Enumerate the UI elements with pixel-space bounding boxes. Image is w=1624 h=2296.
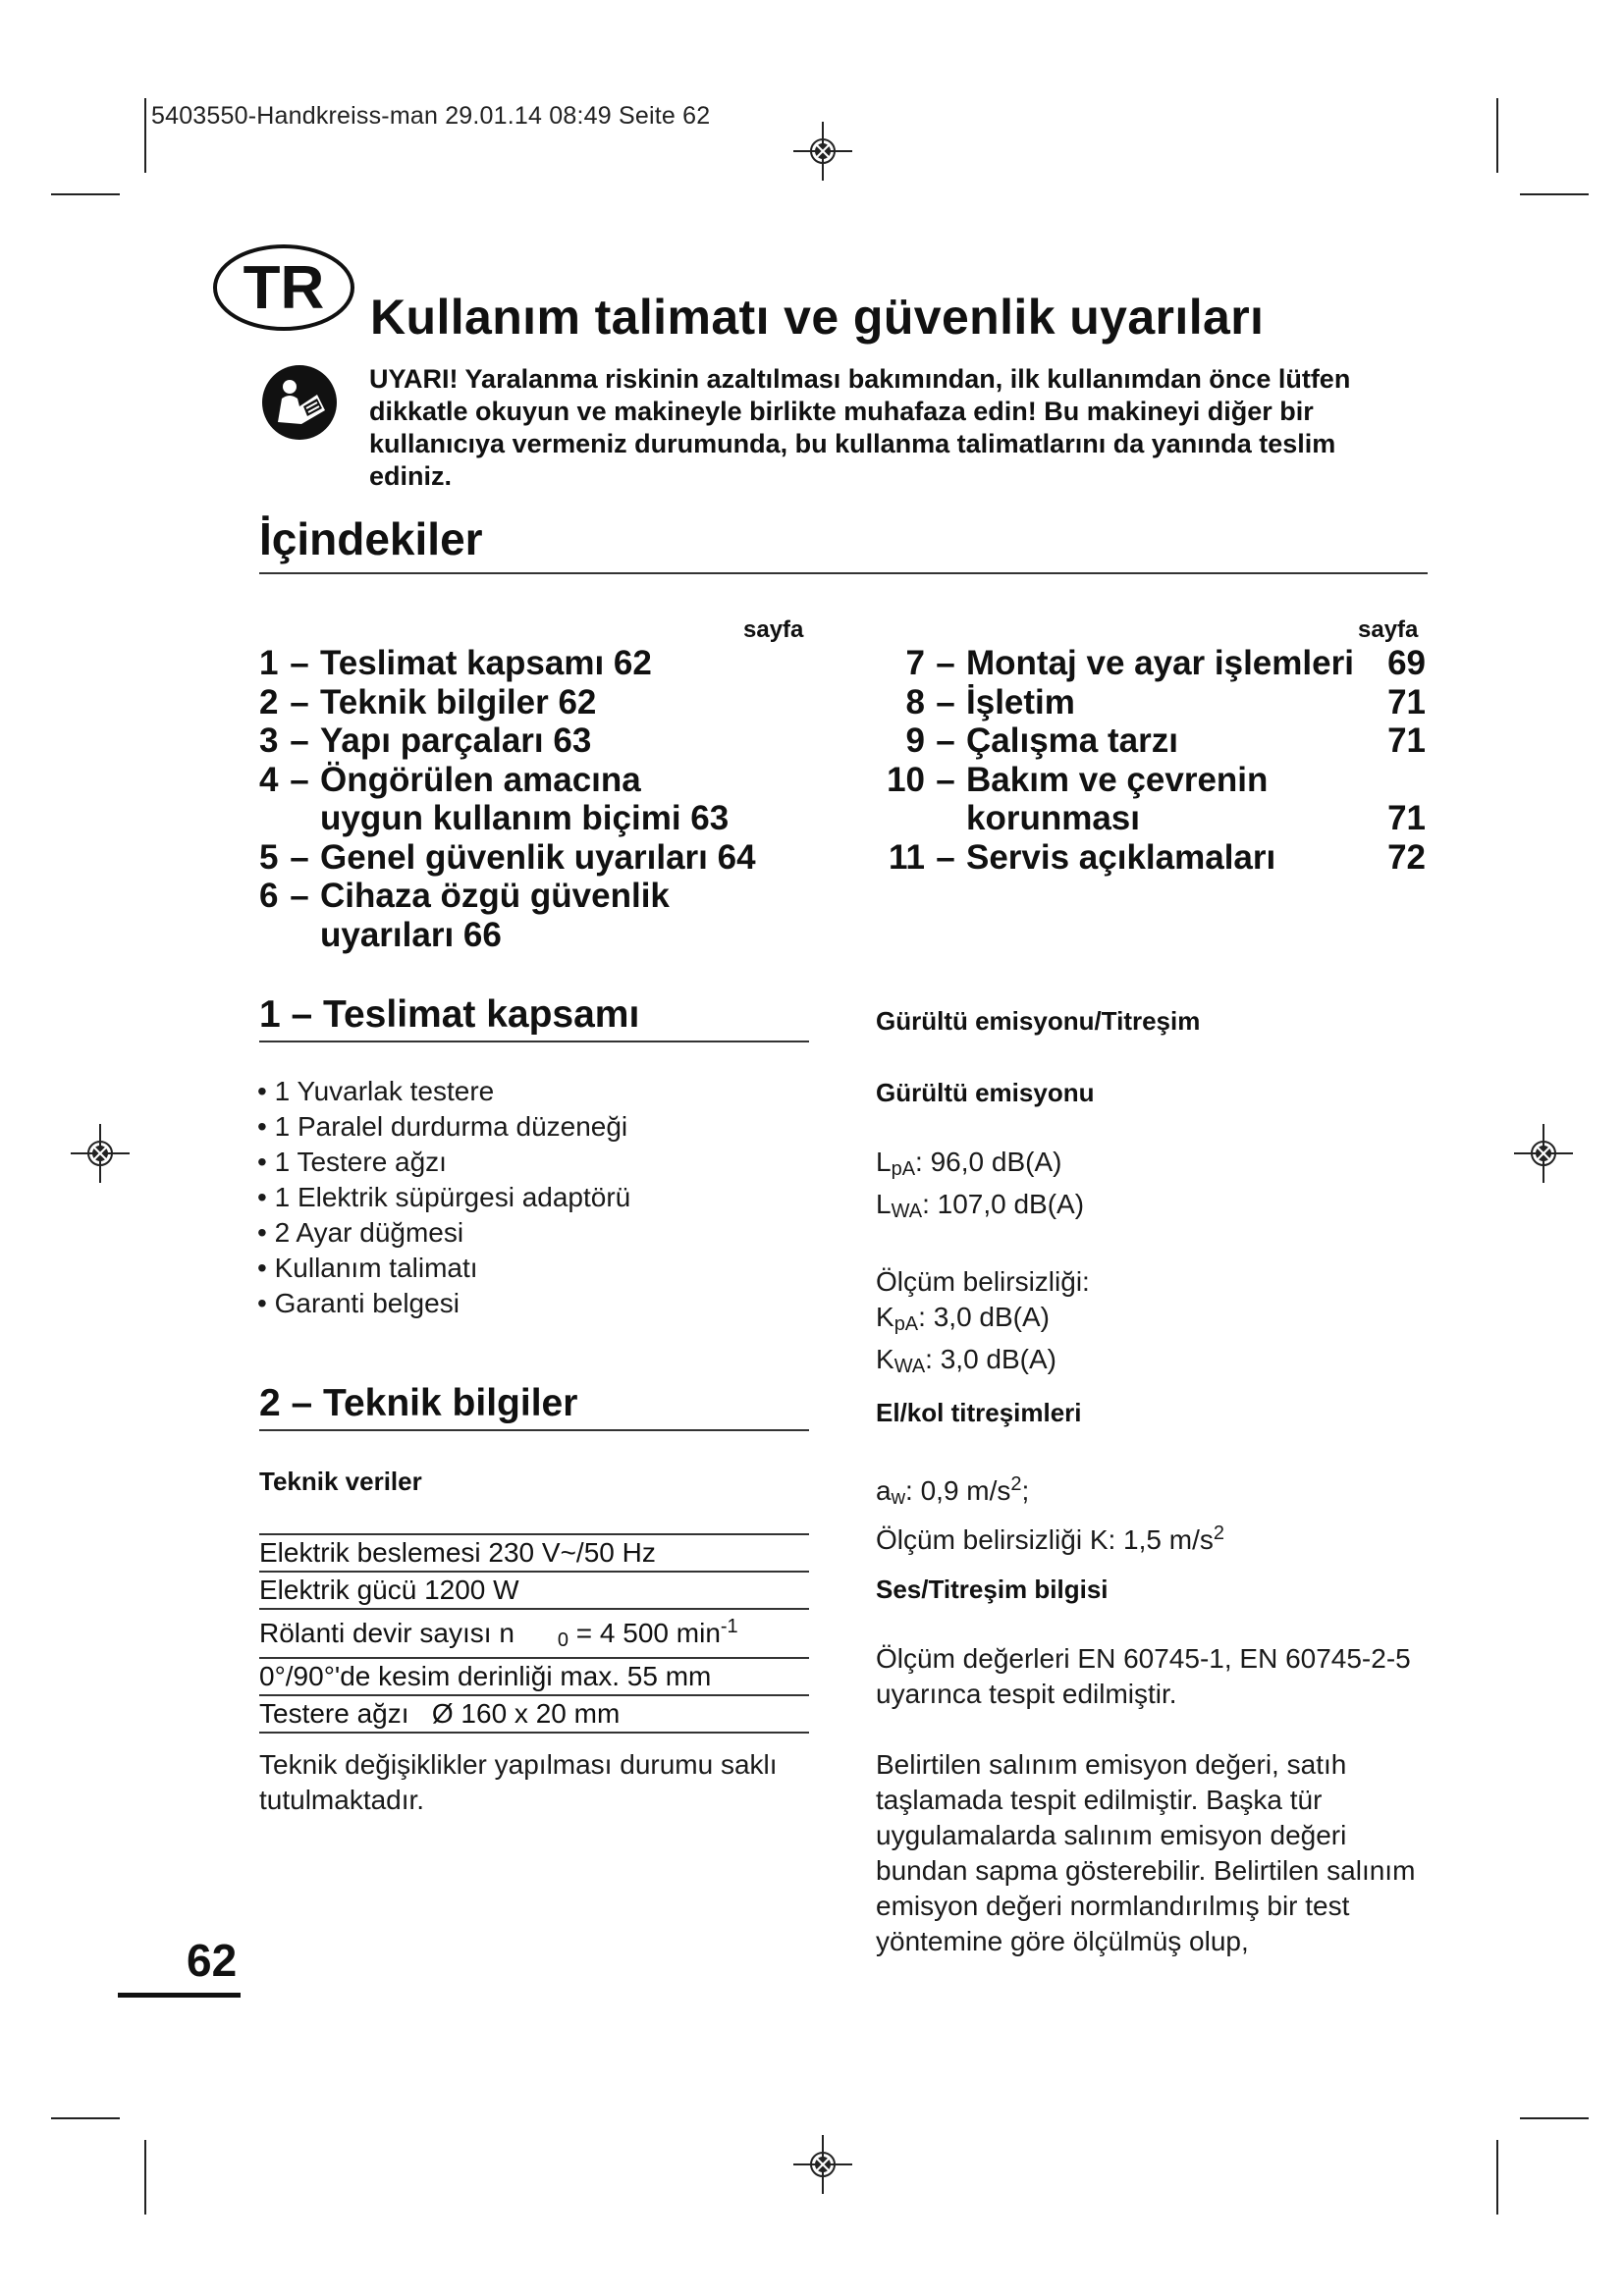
toc-entry-number: 4	[259, 760, 279, 799]
toc-entry-number: 5	[259, 837, 279, 877]
toc-entry-title: İşletim	[966, 682, 1075, 721]
toc-entry-number: 9	[905, 721, 925, 760]
crop-mark	[1496, 2140, 1498, 2215]
toc-entry-title: Montaj ve ayar işlemleri	[966, 644, 1354, 682]
toc-entry-page: 69	[1387, 644, 1426, 682]
list-item: • 1 Yuvarlak testere	[257, 1074, 807, 1109]
crop-mark	[1496, 98, 1498, 173]
kpa-value: $K_{pA}$: 3,0 dB(A)	[876, 1302, 1050, 1335]
kwa-value: $K_{WA}$: 3,0 dB(A)	[876, 1344, 1057, 1377]
divider	[259, 1429, 809, 1431]
spec-cell: 0°/90°'de kesim derinliği max. 55 mm	[259, 1658, 809, 1695]
registration-mark-icon	[793, 122, 852, 181]
vibration-heading: El/kol titreşimleri	[876, 1398, 1082, 1427]
toc-entry-continued[interactable]	[856, 799, 1426, 838]
aw-value: $a_w$: 0,9 $m/s^2$;	[876, 1473, 1030, 1509]
crop-mark	[1520, 193, 1589, 195]
toc-entry-number: 2	[259, 682, 279, 721]
language-badge	[212, 243, 355, 332]
toc-entry-number: 10	[887, 760, 925, 799]
spec-cell	[259, 1609, 809, 1658]
info-heading: Ses/Titreşim bilgisi	[876, 1575, 1109, 1604]
table-row	[259, 1572, 809, 1609]
toc-entry-number: 6	[259, 877, 279, 915]
toc-entry[interactable]: 6 – Cihaza özgü güvenlik uyarıları 66	[259, 877, 809, 954]
toc-entry[interactable]: 2 – Teknik bilgiler 62	[259, 682, 597, 721]
registration-mark-icon	[793, 2135, 852, 2194]
crop-mark	[51, 193, 120, 195]
spec-value: = 4 500 min	[568, 1618, 721, 1648]
toc-entry-page: 71	[1387, 721, 1426, 760]
lwa-value: $L_{WA}$: 107,0 dB(A)	[876, 1189, 1085, 1222]
divider	[259, 1041, 809, 1042]
list-item: • Kullanım talimatı	[257, 1251, 807, 1286]
vibration-values	[876, 1467, 1426, 1558]
spec-subscript: 0	[557, 1629, 569, 1651]
spec-table	[259, 1533, 809, 1734]
uncertainty-label: Ölçüm belirsizliği:	[876, 1266, 1090, 1297]
tech-note: Teknik değişiklikler yapılması durumu saklı tutulmaktadır.	[259, 1749, 778, 1815]
toc-entry[interactable]: 11 – Servis açıklamaları 72	[856, 838, 1426, 878]
emission-text: Belirtilen salınım emisyon değeri, satıh taşlamada tespit edilmiştir. Başka tür uygulamalarda salınım emisyon değeri bundan sapma gösterebilir. Belirtilen salınım emisyon değeri normlandırılmış bir test yöntemine göre ölçülmüş olup,	[876, 1749, 1416, 1956]
registration-mark-icon	[71, 1124, 130, 1183]
print-header: 5403550-Handkreiss-man 29.01.14 08:49 Seite 62	[151, 102, 711, 130]
toc-entry[interactable]: 5 – Genel güvenlik uyarıları 64	[259, 837, 756, 877]
svg-text:TR: TR	[243, 254, 325, 322]
list-item: • Garanti belgesi	[257, 1286, 807, 1321]
toc-entry-number: 8	[905, 682, 925, 721]
toc-entry-title: Teslimat kapsamı 62	[320, 644, 652, 682]
spec-cell: Testere ağzı Ø 160 x 20 mm	[259, 1695, 809, 1733]
page-label: sayfa	[1358, 616, 1419, 643]
table-row	[259, 1695, 809, 1733]
noise-vibration-heading: Gürültü emisyonu/Titreşim	[876, 1006, 1201, 1036]
spec-superscript: -1	[720, 1616, 738, 1637]
toc-entry-title: Bakım ve çevrenin	[966, 760, 1269, 799]
tech-subheading: Teknik veriler	[259, 1467, 422, 1496]
crop-mark	[144, 98, 146, 173]
page-label: sayfa	[743, 616, 804, 643]
delivery-list	[257, 1074, 807, 1321]
noise-values	[876, 1145, 1426, 1384]
toc-heading: İçindekiler	[259, 513, 483, 564]
section-heading-delivery: 1 – Teslimat kapsamı	[259, 993, 640, 1036]
crop-mark	[51, 2117, 120, 2119]
measure-text: Ölçüm değerleri EN 60745-1, EN 60745-2-5 uyarınca tespit edilmiştir.	[876, 1643, 1411, 1709]
spec-cell: Elektrik gücü 1200 W	[259, 1572, 809, 1609]
toc-entry-number: 11	[889, 837, 925, 877]
toc-entry[interactable]: 4 – Öngörülen amacına uygun kullanım biçimi 63	[259, 761, 809, 838]
toc-left	[259, 644, 809, 954]
toc-entry-title: korunması	[966, 799, 1140, 837]
list-item: • 1 Paralel durdurma düzeneği	[257, 1109, 807, 1145]
toc-entry-title: Teknik bilgiler 62	[320, 682, 597, 721]
spec-cell: Elektrik beslemesi 230 V~/50 Hz	[259, 1534, 809, 1572]
toc-entry-title: uygun kullanım biçimi 63	[320, 799, 730, 837]
section-heading-tech: 2 – Teknik bilgiler	[259, 1382, 578, 1424]
list-item: • 2 Ayar düğmesi	[257, 1215, 807, 1251]
list-item: • 1 Testere ağzı	[257, 1145, 807, 1180]
page-number-underline	[118, 1993, 241, 1998]
toc-right	[856, 644, 1426, 877]
toc-entry[interactable]: 7 – Montaj ve ayar işlemleri 69	[856, 644, 1426, 683]
toc-entry-title: uyarıları 66	[320, 915, 502, 954]
toc-entry-title: Çalışma tarzı	[966, 721, 1178, 760]
registration-mark-icon	[1514, 1124, 1573, 1183]
toc-entry-title: Öngörülen amacına	[320, 760, 641, 799]
toc-entry-page: 71	[1387, 682, 1426, 721]
table-row	[259, 1658, 809, 1695]
table-row	[259, 1609, 809, 1658]
crop-mark	[144, 2140, 146, 2215]
toc-entry[interactable]: 9 – Çalışma tarzı 71	[856, 721, 1426, 761]
toc-entry-title: Servis açıklamaları	[966, 837, 1276, 877]
toc-entry[interactable]: 1 – Teslimat kapsamı 62	[259, 644, 652, 682]
toc-entry-number: 1	[259, 644, 279, 682]
page-number: 62	[187, 1935, 238, 1986]
warning-text: UYARI! Yaralanma riskinin azaltılması bakımından, ilk kullanımdan önce lütfen dikkatle okuyun ve makineyle birlikte muhafaza edin! Bu makineyi diğer bir kullanıcıya vermeniz durumunda, bu kullanma talimatlarını da yanında teslim ediniz.	[369, 364, 1351, 491]
toc-entry-title: Genel güvenlik uyarıları 64	[320, 837, 756, 877]
list-item: • 1 Elektrik süpürgesi adaptörü	[257, 1180, 807, 1215]
toc-entry-page: 72	[1387, 837, 1426, 877]
toc-entry-title: Cihaza özgü güvenlik	[320, 877, 670, 915]
toc-entry-page: 71	[1387, 799, 1426, 837]
toc-entry-title: Yapı parçaları 63	[320, 721, 592, 760]
spec-label: Rölanti devir sayısı n	[259, 1618, 514, 1648]
noise-heading: Gürültü emisyonu	[876, 1078, 1095, 1107]
toc-entry-number: 3	[259, 721, 279, 760]
crop-mark	[1520, 2117, 1589, 2119]
table-row	[259, 1534, 809, 1572]
toc-entry-number: 7	[905, 644, 925, 682]
read-manual-icon	[260, 363, 339, 442]
divider	[259, 572, 1428, 574]
toc-entry[interactable]: 3 – Yapı parçaları 63	[259, 721, 592, 760]
page-title: Kullanım talimatı ve güvenlik uyarıları	[370, 290, 1265, 345]
toc-entry[interactable]: 8 – İşletim 71	[856, 683, 1426, 722]
lpa-value: $L_{pA}$: 96,0 dB(A)	[876, 1147, 1062, 1180]
toc-entry[interactable]: 10 – Bakım ve çevrenin	[856, 761, 1426, 800]
k-uncertainty: Ölçüm belirsizliği K: 1,5 $m/s^2$	[876, 1522, 1224, 1555]
